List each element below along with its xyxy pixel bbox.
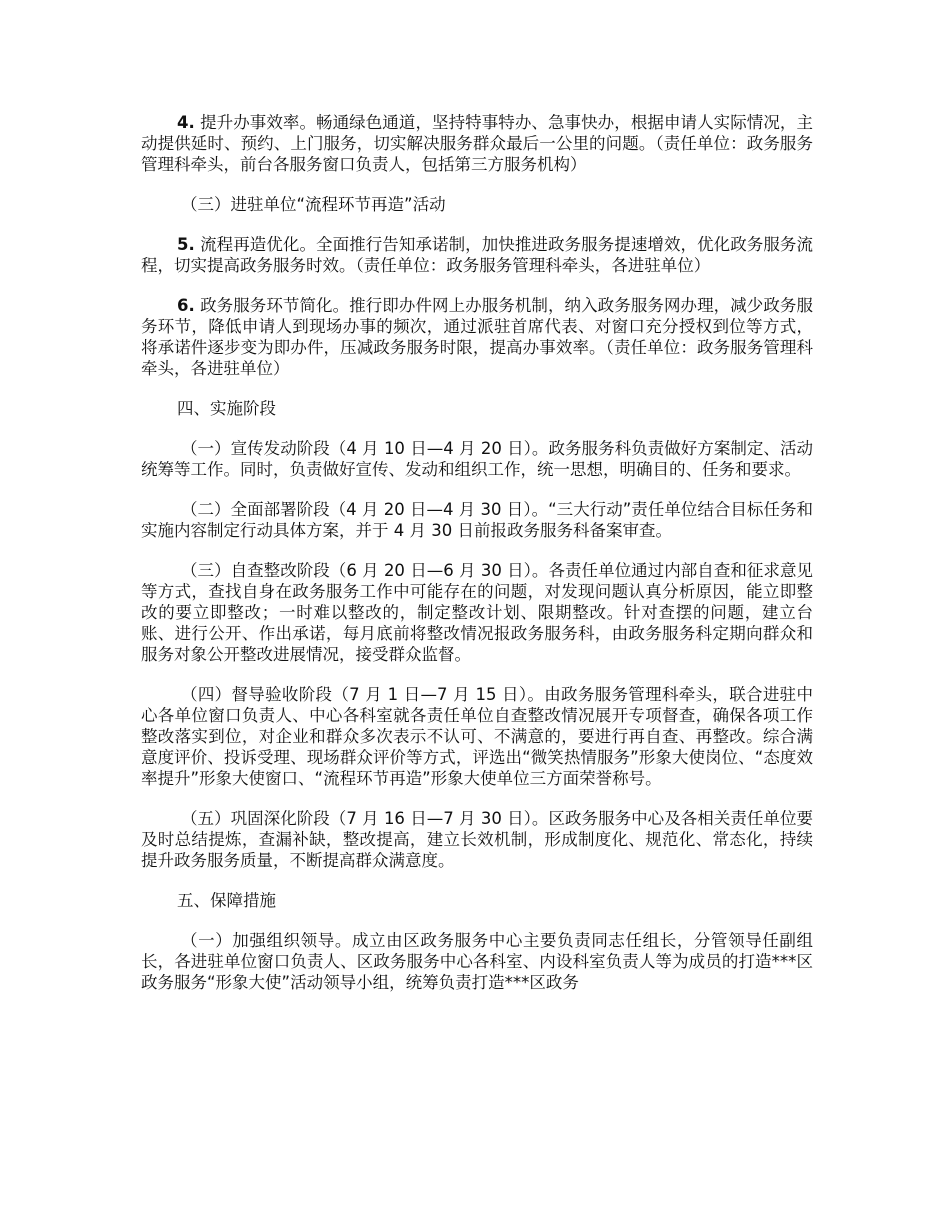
paragraph-text: （三）自查整改阶段（6 月 20 日—6 月 30 日）。各责任单位通过内部自查和征求意见等方式，查找自身在政务服务工作中可能存在的问题，对发现问题认真分析原因，能立即整改的要立即整改；一时难以整改的，制定整改计划、限期整改。针对查摆的问题，建立台账、进行公开、作出承诺，每月底前将整改情况报政务服务科，由政务服务科定期向群众和服务对象公开整改进展情况，接受群众监督。: [141, 561, 813, 664]
document-body: [141, 112, 813, 993]
paragraph-stage-5: [141, 808, 813, 871]
item-number: 5.: [177, 235, 195, 254]
paragraph-item-6: [141, 295, 813, 379]
paragraph-stage-3: [141, 560, 813, 665]
item-number: 4.: [177, 113, 195, 132]
paragraph-text: 政务服务环节简化。推行即办件网上办服务机制，纳入政务服务网办理，减少政务服务环节，降低申请人到现场办事的频次，通过派驻首席代表、对窗口充分授权到位等方式，将承诺件逐步变为即办件，压减政务服务时限，提高办事效率。（责任单位：政务服务管理科牵头，各进驻单位）: [141, 296, 813, 378]
paragraph-text: （五）巩固深化阶段（7 月 16 日—7 月 30 日）。区政务服务中心及各相关责任单位要及时总结提炼，查漏补缺，整改提高，建立长效机制，形成制度化、规范化、常态化，持续提升政务服务质量，不断提高群众满意度。: [141, 809, 813, 870]
paragraph-text: 五、保障措施: [177, 891, 276, 910]
paragraph-stage-1: [141, 438, 813, 480]
paragraph-text: 提升办事效率。畅通绿色通道，坚持特事特办、急事快办，根据申请人实际情况，主动提供延时、预约、上门服务，切实解决服务群众最后一公里的问题。（责任单位：政务服务管理科牵头，前台各服务窗口负责人，包括第三方服务机构）: [141, 113, 813, 174]
paragraph-text: （一）加强组织领导。成立由区政务服务中心主要负责同志任组长，分管领导任副组长，各进驻单位窗口负责人、区政务服务中心各科室、内设科室负责人等为成员的打造***区政务服务“形象大使”活动领导小组，统筹负责打造***区政务: [141, 931, 813, 992]
paragraph-text: （一）宣传发动阶段（4 月 10 日—4 月 20 日）。政务服务科负责做好方案制定、活动统筹等工作。同时，负责做好宣传、发动和组织工作，统一思想，明确目的、任务和要求。: [141, 439, 813, 479]
paragraph-item-4: [141, 112, 813, 175]
paragraph-safeguard-1: [141, 930, 813, 993]
paragraph-text: 流程再造优化。全面推行告知承诺制，加快推进政务服务提速增效，优化政务服务流程，切实提高政务服务时效。（责任单位：政务服务管理科牵头，各进驻单位）: [141, 235, 813, 275]
paragraph-item-5: [141, 234, 813, 276]
paragraph-text: （二）全面部署阶段（4 月 20 日—4 月 30 日）。“三大行动”责任单位结合目标任务和实施内容制定行动具体方案，并于 4 月 30 日前报政务服务科备案审查。: [141, 500, 813, 540]
section-heading-implementation-stages: [141, 398, 813, 419]
item-number: 6.: [177, 296, 195, 315]
section-heading-process-reengineering: [141, 194, 813, 215]
paragraph-text: 四、实施阶段: [177, 399, 276, 418]
paragraph-text: （四）督导验收阶段（7 月 1 日—7 月 15 日）。由政务服务管理科牵头，联合进驻中心各单位窗口负责人、中心各科室就各责任单位自查整改情况展开专项督查，确保各项工作整改落实到位，对企业和群众多次表示不认可、不满意的，要进行再自查、再整改。综合满意度评价、投诉受理、现场群众评价等方式，评选出“微笑热情服务”形象大使岗位、“态度效率提升”形象大使窗口、“流程环节再造”形象大使单位三方面荣誉称号。: [141, 685, 813, 788]
paragraph-stage-4: [141, 684, 813, 789]
paragraph-text: （三）进驻单位“流程环节再造”活动: [181, 195, 446, 214]
section-heading-safeguards: [141, 890, 813, 911]
paragraph-stage-2: [141, 499, 813, 541]
